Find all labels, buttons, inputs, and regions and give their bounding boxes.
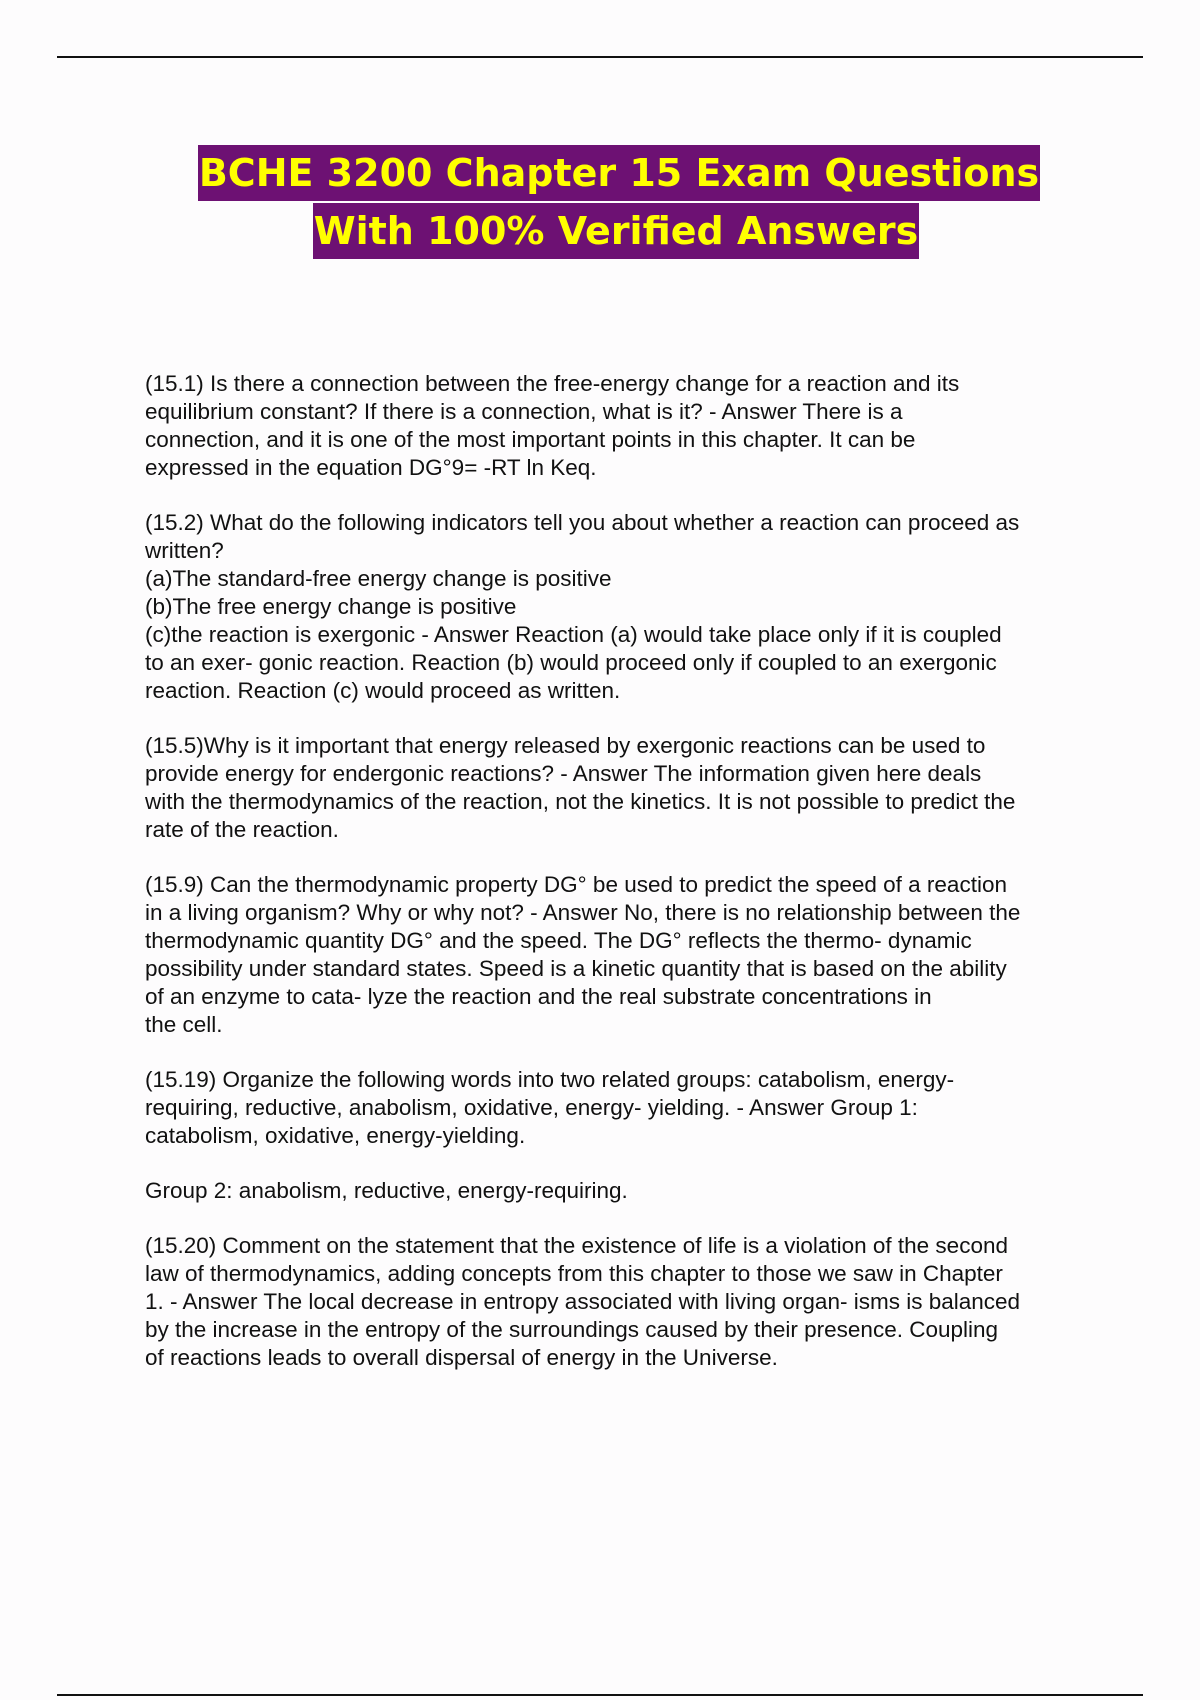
qa-paragraph-15-20	[145, 1232, 1095, 1372]
qa-paragraph-15-9	[145, 871, 1095, 1039]
text-line: the cell.	[145, 1012, 223, 1037]
text-line: catabolism, oxidative, energy-yielding.	[145, 1123, 526, 1148]
text-line: reaction. Reaction (c) would proceed as written.	[145, 678, 621, 703]
text-line: (15.19) Organize the following words into two related groups: catabolism, energy-	[145, 1067, 955, 1092]
text-line: rate of the reaction.	[145, 817, 339, 842]
text-line: possibility under standard states. Speed is a kinetic quantity that is based on the ability	[145, 956, 1007, 981]
title-line-2: With 100% Verified Answers	[313, 203, 920, 259]
text-line: (15.9) Can the thermodynamic property DG° be used to predict the speed of a reaction	[145, 872, 1007, 897]
text-line: law of thermodynamics, adding concepts from this chapter to those we saw in Chapter	[145, 1261, 1003, 1286]
qa-paragraph-15-2	[145, 509, 1095, 705]
text-line: with the thermodynamics of the reaction, not the kinetics. It is not possible to predict the	[145, 789, 1016, 814]
text-line: 1. - Answer The local decrease in entropy associated with living organ- isms is balanced	[145, 1289, 1021, 1314]
document-title	[0, 145, 1200, 259]
text-line: Group 2: anabolism, reductive, energy-requiring.	[145, 1178, 628, 1203]
text-line: (15.5)Why is it important that energy released by exergonic reactions can be used to	[145, 733, 986, 758]
text-line: connection, and it is one of the most important points in this chapter. It can be	[145, 427, 916, 452]
text-line: written?	[145, 538, 224, 563]
text-line: provide energy for endergonic reactions? - Answer The information given here deals	[145, 761, 982, 786]
text-line: (15.2) What do the following indicators tell you about whether a reaction can proceed as	[145, 510, 1020, 535]
text-line: requiring, reductive, anabolism, oxidative, energy- yielding. - Answer Group 1:	[145, 1095, 918, 1120]
qa-paragraph-15-5	[145, 732, 1095, 844]
bottom-rule	[57, 1694, 1143, 1696]
text-line: in a living organism? Why or why not? - Answer No, there is no relationship between the	[145, 900, 1021, 925]
text-line: thermodynamic quantity DG° and the speed. The DG° reflects the thermo- dynamic	[145, 928, 972, 953]
document-body	[145, 370, 1095, 1399]
text-line: (c)the reaction is exergonic - Answer Reaction (a) would take place only if it is coupled	[145, 622, 1002, 647]
qa-paragraph-group-2	[145, 1177, 1095, 1205]
title-line-1: BCHE 3200 Chapter 15 Exam Questions	[198, 145, 1040, 201]
text-line: equilibrium constant? If there is a connection, what is it? - Answer There is a	[145, 399, 903, 424]
text-line: (15.20) Comment on the statement that the existence of life is a violation of the second	[145, 1233, 1008, 1258]
qa-paragraph-15-1	[145, 370, 1095, 482]
text-line: by the increase in the entropy of the surroundings caused by their presence. Coupling	[145, 1317, 999, 1342]
text-line: to an exer- gonic reaction. Reaction (b) would proceed only if coupled to an exergonic	[145, 650, 997, 675]
text-line: (15.1) Is there a connection between the free-energy change for a reaction and its	[145, 371, 960, 396]
text-line: (b)The free energy change is positive	[145, 594, 517, 619]
text-line: expressed in the equation DG°9= -RT ln Keq.	[145, 455, 597, 480]
top-rule	[57, 56, 1143, 58]
text-line: (a)The standard-free energy change is positive	[145, 566, 612, 591]
text-line: of an enzyme to cata- lyze the reaction and the real substrate concentrations in	[145, 984, 932, 1009]
text-line: of reactions leads to overall dispersal of energy in the Universe.	[145, 1345, 778, 1370]
qa-paragraph-15-19	[145, 1066, 1095, 1150]
